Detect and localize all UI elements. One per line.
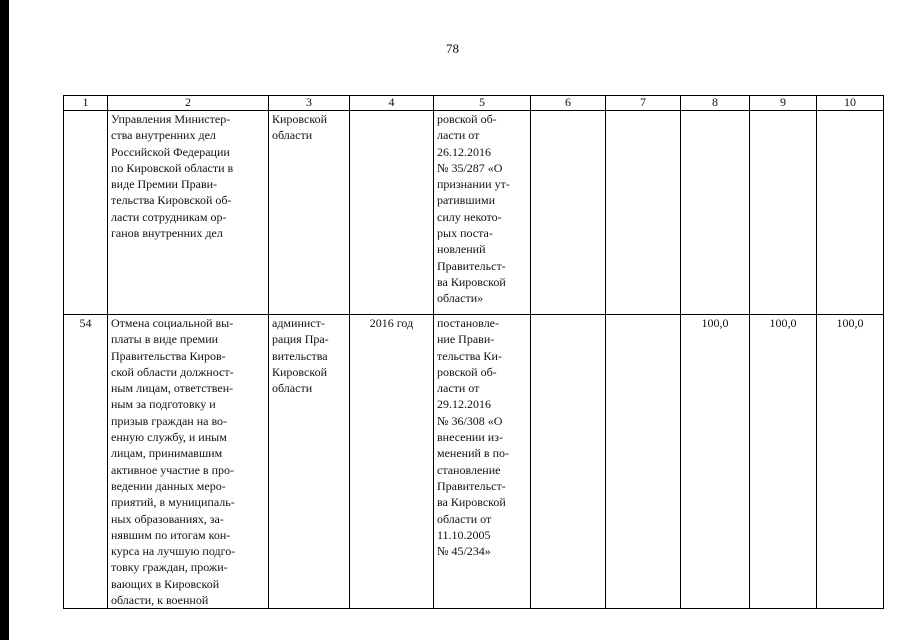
cell-text-line: 26.12.2016 <box>437 144 491 159</box>
cell-text-line: активное участие в про- <box>111 462 234 477</box>
cell-text-line: области <box>272 128 313 143</box>
cell-text-line: виде Премии Прави- <box>111 177 218 192</box>
cell-text-line: ства внутренних дел <box>111 128 216 143</box>
cell-text-line: области, к военной <box>111 593 209 608</box>
value-cell <box>531 111 606 315</box>
table-row <box>64 315 884 609</box>
cell-text-line: админист- <box>272 316 325 330</box>
page-number: 78 <box>446 41 459 56</box>
cell-text-line: Правительст- <box>437 258 506 273</box>
row-number-cell: 54 <box>64 315 108 609</box>
legal-act-cell <box>434 111 531 315</box>
column-number: 8 <box>681 96 750 111</box>
cell-text-line: ва Кировской <box>437 274 506 289</box>
cell-text-line: менений в по- <box>437 446 510 461</box>
cell-text-line: новлений <box>437 242 486 257</box>
cell-text-line: Правительства Киров- <box>111 348 226 363</box>
cell-text-line: тельства Ки- <box>437 348 502 363</box>
value-cell: 100,0 <box>817 315 884 609</box>
value-cell <box>750 111 817 315</box>
executor-cell <box>269 315 350 609</box>
cell-text-line: № 35/287 «О <box>437 160 503 175</box>
cell-text-line: внесении из- <box>437 430 503 445</box>
measure-name-cell <box>108 315 269 609</box>
scan-edge-bar <box>0 0 9 640</box>
cell-text-line: признании ут- <box>437 177 510 192</box>
cell-text-line: области <box>272 381 313 396</box>
value-cell <box>606 111 681 315</box>
column-number: 5 <box>434 96 531 111</box>
cell-text-line: постановле- <box>437 316 500 330</box>
cell-text-line: 29.12.2016 <box>437 397 491 412</box>
cell-text-line: рых поста- <box>437 226 493 241</box>
executor-cell <box>269 111 350 315</box>
cell-text-line: ласти сотрудникам ор- <box>111 209 227 224</box>
cell-text-line: рация Пра- <box>272 332 329 347</box>
cell-text-line: лицам, принимавшим <box>111 446 223 461</box>
cell-text-line: курса на лучшую подго- <box>111 544 236 559</box>
table-row <box>64 111 884 315</box>
cell-text-line: становление <box>437 462 501 477</box>
cell-text-line: ровской об- <box>437 112 497 126</box>
cell-text-line: ровской об- <box>437 364 497 379</box>
cell-text-line: вающих в Кировской <box>111 576 220 591</box>
cell-text-line: платы в виде премии <box>111 332 219 347</box>
cell-text-line: Правительст- <box>437 478 506 493</box>
value-cell: 100,0 <box>750 315 817 609</box>
column-number: 6 <box>531 96 606 111</box>
cell-text-line: ных образованиях, за- <box>111 511 224 526</box>
cell-text-line: силу некото- <box>437 209 502 224</box>
cell-text-line: № 45/234» <box>437 544 491 559</box>
term-cell: 2016 год <box>350 315 434 609</box>
column-number: 1 <box>64 96 108 111</box>
cell-text-line: тельства Кировской об- <box>111 193 232 208</box>
legal-act-cell <box>434 315 531 609</box>
value-cell: 100,0 <box>681 315 750 609</box>
cell-text-line: нявшим по итогам кон- <box>111 527 231 542</box>
cell-text-line: ласти от <box>437 128 480 143</box>
value-cell <box>681 111 750 315</box>
column-number: 2 <box>108 96 269 111</box>
column-number: 3 <box>269 96 350 111</box>
cell-text-line: ние Прави- <box>437 332 495 347</box>
column-number: 10 <box>817 96 884 111</box>
cell-text-line: вительства <box>272 348 328 363</box>
cell-text-line: енную службу, и иным <box>111 430 227 445</box>
cell-text-line: приятий, в муниципаль- <box>111 495 235 510</box>
column-number: 4 <box>350 96 434 111</box>
cell-text-line: Управления Министер- <box>111 112 231 126</box>
cell-text-line: области от <box>437 511 492 526</box>
cell-text-line: по Кировской области в <box>111 160 234 175</box>
measure-name-cell <box>108 111 269 315</box>
column-number-row <box>64 96 884 111</box>
cell-text-line: призыв граждан на во- <box>111 413 228 428</box>
cell-text-line: области» <box>437 291 484 306</box>
cell-text-line: ской области должност- <box>111 364 234 379</box>
value-cell <box>817 111 884 315</box>
cell-text-line: ратившими <box>437 193 496 208</box>
cell-text-line: 11.10.2005 <box>437 527 491 542</box>
column-number: 9 <box>750 96 817 111</box>
cell-text-line: ным лицам, ответствен- <box>111 381 234 396</box>
cell-text-line: товку граждан, прожи- <box>111 560 228 575</box>
cell-text-line: ведении данных меро- <box>111 478 226 493</box>
row-number-cell <box>64 111 108 315</box>
value-cell <box>606 315 681 609</box>
cell-text-line: ганов внутренних дел <box>111 226 223 241</box>
term-cell <box>350 111 434 315</box>
cell-text-line: ласти от <box>437 381 480 396</box>
cell-text-line: Отмена социальной вы- <box>111 316 234 330</box>
program-table <box>63 95 884 609</box>
cell-text-line: Российской Федерации <box>111 144 230 159</box>
cell-text-line: № 36/308 «О <box>437 413 503 428</box>
value-cell <box>531 315 606 609</box>
cell-text-line: Кировской <box>272 112 327 126</box>
column-number: 7 <box>606 96 681 111</box>
cell-text-line: ва Кировской <box>437 495 506 510</box>
cell-text-line: Кировской <box>272 364 327 379</box>
cell-text-line: ным за подготовку и <box>111 397 216 412</box>
